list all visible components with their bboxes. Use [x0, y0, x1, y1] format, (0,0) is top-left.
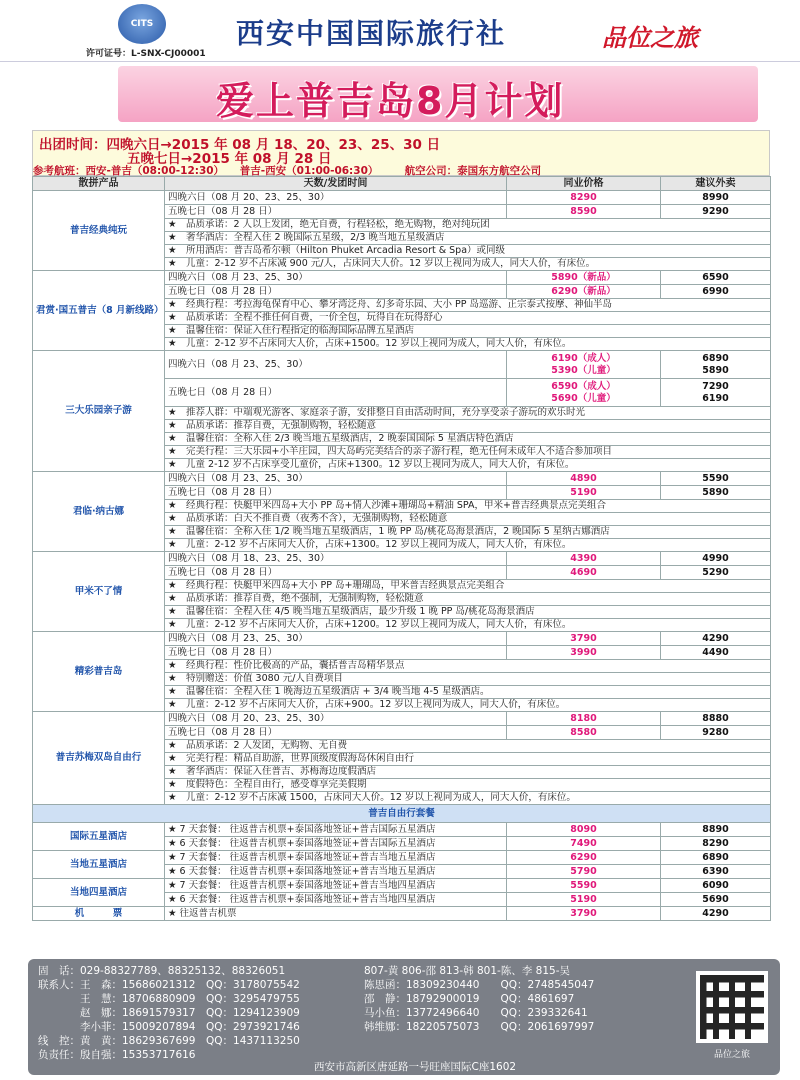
- package-label: ★ 7 天套餐： 往返普吉机票+泰国落地签证+普吉当地四星酒店: [165, 879, 507, 893]
- table-row: [33, 712, 771, 726]
- trade-price-value: 8290: [570, 191, 597, 203]
- product-note: ★ 品质承诺：全程不推任何自费，一价全包，玩得自在玩得舒心: [165, 312, 771, 325]
- departure-label: 四晚六日（08 月 18、23、25、30）: [165, 552, 507, 566]
- trade-price: [507, 379, 661, 407]
- retail-price-value: 6890: [702, 352, 729, 364]
- trade-price: [507, 285, 661, 299]
- trade-price: [507, 566, 661, 580]
- retail-price-value: 5890: [702, 486, 729, 498]
- package-label: ★ 6 天套餐： 往返普吉机票+泰国落地签证+普吉国际五星酒店: [165, 837, 507, 851]
- contact-line: 邵 静：18792900019 QQ：4861697: [364, 993, 575, 1005]
- contact-line: 联系人：王 森：15686021312 QQ：3178075542: [38, 979, 300, 991]
- trade-price: [507, 351, 661, 379]
- trade-price: [507, 486, 661, 500]
- trade-price-value: 4890: [570, 472, 597, 484]
- contact-line: 陈思函：18309230440 QQ：2748545047: [364, 979, 595, 991]
- contact-line: 赵 娜：18691579317 QQ：1294123909: [38, 1007, 300, 1019]
- product-name: 甲米不了情: [33, 552, 165, 632]
- product-note: ★ 经典行程：性价比极高的产品，囊括普吉岛精华景点: [165, 660, 771, 673]
- departure-label: 四晚六日（08 月 23、25、30）: [165, 632, 507, 646]
- trade-price-value: 4690: [570, 566, 597, 578]
- free-travel-header-row: [33, 805, 771, 823]
- retail-price: [661, 271, 771, 285]
- contact-line: 王 慧：18706880909 QQ：3295479755: [38, 993, 300, 1005]
- package-label: ★ 6 天套餐： 往返普吉机票+泰国落地签证+普吉当地四星酒店: [165, 893, 507, 907]
- product-note: ★ 经典行程：快艇甲米四岛+大小 PP 岛+珊瑚岛，甲米普吉经典景点完美组合: [165, 580, 771, 593]
- trade-price: 5190: [507, 893, 661, 907]
- product-note: ★ 温馨住宿：保证入住行程指定的临海国际品牌五星酒店: [165, 325, 771, 338]
- retail-price: 6390: [661, 865, 771, 879]
- trade-price: [507, 205, 661, 219]
- retail-price-value: 4290: [702, 632, 729, 644]
- departure-label: 五晚七日（08 月 28 日）: [165, 646, 507, 660]
- product-note: ★ 品质承诺：推荐自费，绝不强制，无强制购物，轻松随意: [165, 593, 771, 606]
- package-label: ★ 7 天套餐： 往返普吉机票+泰国落地签证+普吉国际五星酒店: [165, 823, 507, 837]
- table-row: [33, 907, 771, 921]
- trade-price-child: 5390（儿童）: [551, 364, 616, 376]
- contact-line: 马小鱼：13772496640 QQ：239332641: [364, 1007, 588, 1019]
- retail-price-value: 4490: [702, 646, 729, 658]
- departure-label: 四晚六日（08 月 23、25、30）: [165, 472, 507, 486]
- product-note: ★ 品质承诺：2 人以上发团，绝无自费，行程轻松，绝无购物，绝对纯玩团: [165, 219, 771, 232]
- package-label: ★ 6 天套餐： 往返普吉机票+泰国落地签证+普吉当地五星酒店: [165, 865, 507, 879]
- package-name: 当地五星酒店: [33, 851, 165, 879]
- product-note: ★ 完美行程：精品自助游，世界顶级度假海岛休闲自由行: [165, 753, 771, 766]
- table-row: [33, 191, 771, 205]
- product-note: ★ 儿童：2-12 岁不占床同大人价，占床+900。12 岁以上视同为成人，同大人价，有床位。: [165, 699, 771, 712]
- trade-price: 6290: [507, 851, 661, 865]
- table-header-cell: 建议外卖: [661, 177, 771, 191]
- departure-label: 五晚七日（08 月 28 日）: [165, 379, 507, 407]
- trade-price: [507, 726, 661, 740]
- table-header-cell: 同业价格: [507, 177, 661, 191]
- retail-price-value: 9280: [702, 726, 729, 738]
- schedule-line-1: 出团时间：四晚六日→2015 年 08 月 18、20、23、25、30 日: [39, 137, 441, 153]
- product-note: ★ 品质承诺：推荐自费，无强制购物，轻松随意: [165, 420, 771, 433]
- product-note: ★ 儿童 2-12 岁不占床享受儿童价，占床+1300。12 岁以上视同为成人，同大人价，有床位。: [165, 459, 771, 472]
- product-note: ★ 奢华酒店：保证入住普吉、苏梅海边度假酒店: [165, 766, 771, 779]
- table-header-cell: 天数/发团时间: [165, 177, 507, 191]
- trade-price: [507, 271, 661, 285]
- product-name: 精彩普吉岛: [33, 632, 165, 712]
- trade-price: [507, 632, 661, 646]
- qr-code-icon: [696, 971, 768, 1043]
- table-row: [33, 271, 771, 285]
- flight-info: 参考航班：西安-普吉（08:00-12:30） 普吉-西安（01:00-06:30） 航空公司：泰国东方航空公司: [33, 165, 542, 177]
- product-note: ★ 儿童：2-12 岁不占床减 1500，占床同大人价。12 岁以上视同为成人，同大人价，有床位。: [165, 792, 771, 805]
- retail-price-value: 6590: [702, 271, 729, 283]
- trade-price-value: 6590（成人）: [551, 380, 616, 392]
- departure-label: 四晚六日（08 月 20、23、25、30）: [165, 712, 507, 726]
- product-name: 普吉苏梅双岛自由行: [33, 712, 165, 805]
- trade-price: [507, 191, 661, 205]
- retail-price: 6090: [661, 879, 771, 893]
- retail-price: 8890: [661, 823, 771, 837]
- extension-line: 807-黄 806-邵 813-韩 801-陈、李 815-吴: [364, 965, 571, 977]
- retail-price: [661, 726, 771, 740]
- table-row: [33, 552, 771, 566]
- package-label: ★ 往返普吉机票: [165, 907, 507, 921]
- phone-line: 固 话：029-88327789、88325132、88326051: [38, 965, 286, 977]
- product-name: 君赏·国五普吉（8 月新线路）: [33, 271, 165, 351]
- departure-label: 四晚六日（08 月 23、25、30）: [165, 271, 507, 285]
- product-note: ★ 品质承诺：白天不推自费（夜秀不含），无强制购物，轻松随意: [165, 513, 771, 526]
- departure-label: 五晚七日（08 月 28 日）: [165, 566, 507, 580]
- trade-price: 8090: [507, 823, 661, 837]
- retail-price-value: 7290: [702, 380, 729, 392]
- retail-price: [661, 351, 771, 379]
- trade-price: 5590: [507, 879, 661, 893]
- table-row: [33, 823, 771, 837]
- retail-price: [661, 552, 771, 566]
- table-row: [33, 632, 771, 646]
- retail-price-value: 5590: [702, 472, 729, 484]
- table-row: [33, 351, 771, 379]
- package-name: 机 票: [33, 907, 165, 921]
- product-note: ★ 经典行程：快艇甲米四岛+大小 PP 岛+情人沙滩+珊瑚岛+精油 SPA，甲米+普吉经典景点完美组合: [165, 500, 771, 513]
- trade-price-value: 8580: [570, 726, 597, 738]
- retail-price: [661, 379, 771, 407]
- contact-line: 线 控：黄 黄：18629367699 QQ：1437113250: [38, 1035, 300, 1047]
- trade-price-value: 3790: [570, 632, 597, 644]
- retail-price: [661, 632, 771, 646]
- trade-price: 7490: [507, 837, 661, 851]
- package-name: 国际五星酒店: [33, 823, 165, 851]
- retail-price: [661, 472, 771, 486]
- product-note: ★ 特别赠送：价值 3080 元/人自费项目: [165, 673, 771, 686]
- banner-title: 爱上普吉岛8月计划: [216, 79, 565, 123]
- product-name: 普吉经典纯玩: [33, 191, 165, 271]
- agency-name: 西安中国国际旅行社: [236, 17, 507, 50]
- retail-price: [661, 285, 771, 299]
- departure-label: 五晚七日（08 月 28 日）: [165, 726, 507, 740]
- header: [0, 0, 800, 62]
- trade-price-value: 8180: [570, 712, 597, 724]
- retail-price: [661, 191, 771, 205]
- retail-price: [661, 646, 771, 660]
- contact-line: 李小菲：15009207894 QQ：2973921746: [38, 1021, 300, 1033]
- product-note: ★ 完美行程：三大乐园+小羊庄园，四大岛屿完美结合的亲子游行程，绝无任何未成年人不适合参加项目: [165, 446, 771, 459]
- package-name: 当地四星酒店: [33, 879, 165, 907]
- product-note: ★ 儿童：2-12 岁不占床同大人价，占床+1300。12 岁以上视同为成人，同大人价，有床位。: [165, 539, 771, 552]
- product-note: ★ 儿童：2-12 岁不占床减 900 元/人，占床同大人价。12 岁以上视同为成人，同大人价，有床位。: [165, 258, 771, 271]
- trade-price-child: 5690（儿童）: [551, 392, 616, 404]
- retail-price: [661, 205, 771, 219]
- trade-price-value: 5190: [570, 486, 597, 498]
- product-name: 君临·纳古娜: [33, 472, 165, 552]
- product-note: ★ 推荐人群：中端观光游客、家庭亲子游，安排整日自由活动时间，充分享受亲子游玩的欢乐时光: [165, 407, 771, 420]
- retail-price-child: 6190: [702, 392, 729, 404]
- retail-price-value: 9290: [702, 205, 729, 217]
- trade-price-value: 5890（新品）: [551, 271, 616, 283]
- product-note: ★ 度假特色：全程自由行，感受尊享完美假期: [165, 779, 771, 792]
- retail-price-value: 4990: [702, 552, 729, 564]
- retail-price-value: 5290: [702, 566, 729, 578]
- retail-price: [661, 566, 771, 580]
- price-table: [32, 176, 771, 921]
- product-note: ★ 奢华酒店：全程入住 2 晚国际五星级，2/3 晚当地五星级酒店: [165, 232, 771, 245]
- product-note: ★ 温馨住宿：全程入住 1 晚海边五星级酒店 + 3/4 晚当地 4-5 星级酒店。: [165, 686, 771, 699]
- package-label: ★ 7 天套餐： 往返普吉机票+泰国落地签证+普吉当地五星酒店: [165, 851, 507, 865]
- product-note: ★ 经典行程：考拉海龟保育中心、攀牙湾泛舟、幻多奇乐园、大小 PP 岛巡游、正宗泰式按摩、神仙半岛: [165, 299, 771, 312]
- trade-price-value: 6290（新品）: [551, 285, 616, 297]
- departure-label: 五晚七日（08 月 28 日）: [165, 285, 507, 299]
- product-note: ★ 所用酒店：普吉岛希尔顿（Hilton Phuket Arcadia Resort & Spa）或同级: [165, 245, 771, 258]
- trade-price: 5790: [507, 865, 661, 879]
- brand-logo: 品位之旅: [602, 23, 698, 52]
- trade-price: 3790: [507, 907, 661, 921]
- retail-price: 4290: [661, 907, 771, 921]
- departure-label: 四晚六日（08 月 20、23、25、30）: [165, 191, 507, 205]
- retail-price-value: 6990: [702, 285, 729, 297]
- trade-price: [507, 552, 661, 566]
- table-row: [33, 472, 771, 486]
- table-row: [33, 879, 771, 893]
- product-note: ★ 儿童：2-12 岁不占床同大人价，占床+1200。12 岁以上视同为成人，同大人价，有床位。: [165, 619, 771, 632]
- trade-price: [507, 712, 661, 726]
- retail-price: 8290: [661, 837, 771, 851]
- contact-footer: [28, 959, 780, 1075]
- product-note: ★ 温馨住宿：全程入住 4/5 晚当地五星级酒店，最少升级 1 晚 PP 岛/桃花岛海景酒店: [165, 606, 771, 619]
- product-note: ★ 温馨住宿：全称入住 1/2 晚当地五星级酒店，1 晚 PP 岛/桃花岛海景酒店，2 晚国际 5 星纳古娜酒店: [165, 526, 771, 539]
- departure-label: 五晚七日（08 月 28 日）: [165, 205, 507, 219]
- schedule-line-2: 五晚七日→2015 年 08 月 28 日: [127, 151, 332, 167]
- retail-price: 6890: [661, 851, 771, 865]
- product-note: ★ 儿童：2-12 岁不占床同大人价，占床+1500。12 岁以上视同为成人，同大人价，有床位。: [165, 338, 771, 351]
- product-note: ★ 温馨住宿：全称入住 2/3 晚当地五星级酒店，2 晚泰国国际 5 星酒店特色酒店: [165, 433, 771, 446]
- retail-price-value: 8990: [702, 191, 729, 203]
- address: 西安市高新区唐延路一号旺座国际C座1602: [314, 1061, 517, 1073]
- product-name: 三大乐园亲子游: [33, 351, 165, 472]
- trade-price-value: 6190（成人）: [551, 352, 616, 364]
- license-number: 许可证号：L-SNX-CJ00001: [86, 49, 206, 59]
- retail-price: 5690: [661, 893, 771, 907]
- table-header-cell: 散拼产品: [33, 177, 165, 191]
- qr-label: 品位之旅: [713, 1050, 750, 1060]
- cits-logo: CITS: [118, 4, 166, 44]
- trade-price-value: 8590: [570, 205, 597, 217]
- retail-price-child: 5890: [702, 364, 729, 376]
- table-header-row: [33, 177, 771, 191]
- retail-price-value: 8880: [702, 712, 729, 724]
- product-note: ★ 品质承诺：2 人发团，无购物、无自费: [165, 740, 771, 753]
- free-travel-title: 普吉自由行套餐: [33, 805, 771, 823]
- trade-price-value: 3990: [570, 646, 597, 658]
- departure-label: 四晚六日（08 月 23、25、30）: [165, 351, 507, 379]
- title-banner: [118, 66, 758, 122]
- retail-price: [661, 712, 771, 726]
- contact-line: 负责任：殷自强：15353717616: [38, 1049, 196, 1061]
- table-row: [33, 851, 771, 865]
- trade-price: [507, 646, 661, 660]
- schedule-box: [32, 130, 770, 176]
- contact-line: 韩维娜：18220575073 QQ：2061697997: [364, 1021, 595, 1033]
- trade-price: [507, 472, 661, 486]
- departure-label: 五晚七日（08 月 28 日）: [165, 486, 507, 500]
- retail-price: [661, 486, 771, 500]
- trade-price-value: 4390: [570, 552, 597, 564]
